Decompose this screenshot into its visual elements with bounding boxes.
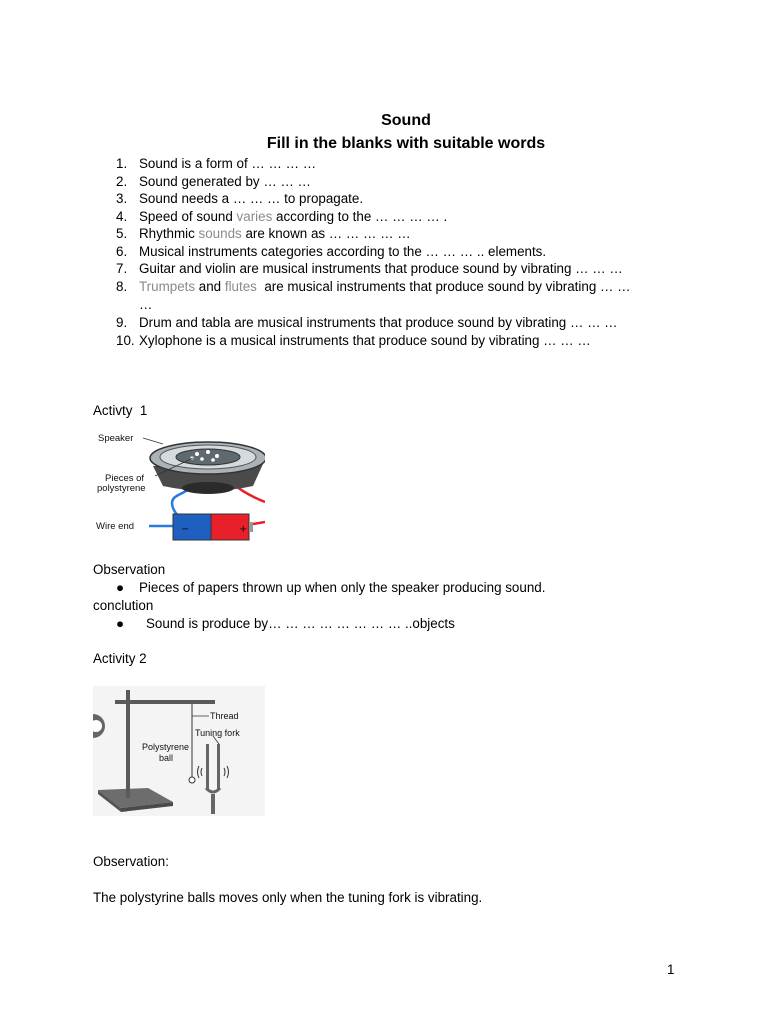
ball-label-line1: Polystyrene (142, 742, 190, 752)
battery-plus-label: + (239, 524, 248, 535)
question-number: 4. (116, 209, 128, 224)
question-text: Xylophone is a musical instruments that produce sound by vibrating … … … (139, 333, 591, 348)
bullet-text: Pieces of papers thrown up when only the speaker producing sound. (139, 580, 546, 595)
question-text: are musical instruments that produce sound by vibrating … … (256, 279, 631, 294)
speaker-label: Speaker (98, 433, 134, 444)
activity-2-heading: Activity 2 (93, 651, 147, 666)
question-text: Sound needs a … … … to propagate. (139, 191, 364, 206)
thread-label: Thread (210, 711, 239, 721)
question-9 (116, 314, 676, 332)
question-grey-word: varies (236, 209, 273, 224)
question-2 (116, 173, 676, 191)
question-number: 5. (116, 226, 128, 241)
question-text: are known as … … … … … (241, 226, 411, 241)
question-8 (116, 278, 676, 296)
question-number: 9. (116, 315, 128, 330)
question-text: and (195, 279, 225, 294)
question-number: 7. (116, 261, 128, 276)
question-text: according to the … … … … . (272, 209, 448, 224)
activity-1-heading: Activty 1 (93, 403, 148, 418)
pieces-label-line2: polystyrene (97, 483, 146, 494)
question-text: Drum and tabla are musical instruments that produce sound by vibrating … … … (139, 315, 618, 330)
question-4 (116, 208, 676, 226)
question-number: 1. (116, 156, 128, 171)
activity-2-observation: The polystyrine balls moves only when the tuning fork is vibrating. (93, 890, 483, 905)
activity-1-observation-bullet (116, 580, 545, 595)
question-7 (116, 260, 676, 278)
pieces-label-line1: Pieces of (105, 473, 145, 484)
bullet-icon: ● (116, 616, 125, 631)
ball-label-line2: ball (159, 753, 174, 763)
tuning-fork-label: Tuning fork (195, 728, 240, 738)
question-number: 3. (116, 191, 128, 206)
question-grey-word: sounds (198, 226, 242, 241)
question-8-continued (116, 296, 676, 314)
speaker-figure (93, 428, 265, 546)
question-1 (116, 155, 676, 173)
question-6 (116, 243, 676, 261)
activity-1-conclusion-bullet (116, 616, 455, 631)
bullet-text: Sound is produce by… … … … … … … … ..objects (146, 616, 455, 631)
question-10 (116, 332, 676, 350)
activity-1-observation-heading: Observation (93, 562, 166, 577)
activity-1-conclusion-heading: conclution (93, 598, 154, 613)
question-text: Sound is a form of … … … … (139, 156, 317, 171)
bullet-icon: ● (116, 580, 125, 595)
battery-minus-label: − (181, 524, 190, 535)
question-5 (116, 225, 676, 243)
question-number: 8. (116, 279, 128, 294)
wire-end-label: Wire end (96, 521, 135, 532)
page-number: 1 (667, 962, 675, 977)
question-text: Guitar and violin are musical instruments that produce sound by vibrating … … … (139, 261, 623, 276)
activity-2-observation-heading: Observation: (93, 854, 169, 869)
page-subtitle: Fill in the blanks with suitable words (266, 135, 546, 152)
question-number: 6. (116, 244, 128, 259)
page-title: Sound (381, 112, 431, 129)
question-grey-word: flutes (224, 279, 257, 294)
question-text: Rhythmic (139, 226, 199, 241)
question-text: Musical instruments categories according to the … … … .. elements. (139, 244, 547, 259)
question-text: Sound generated by … … … (139, 174, 311, 189)
question-text: … (139, 297, 153, 312)
question-text: Speed of sound (139, 209, 237, 224)
question-number: 10. (116, 333, 135, 348)
question-number: 2. (116, 174, 128, 189)
question-3 (116, 190, 676, 208)
tuning-fork-figure (93, 686, 265, 816)
question-grey-word: Trumpets (139, 279, 196, 294)
